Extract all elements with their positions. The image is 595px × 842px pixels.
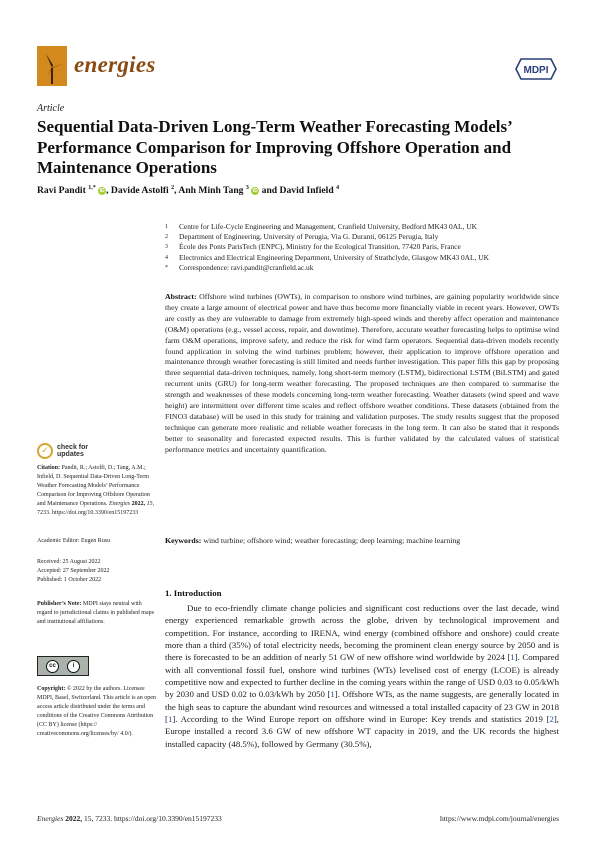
- attribution-icon: i: [67, 660, 80, 673]
- citation-link[interactable]: 1: [510, 652, 515, 663]
- affiliation-item: [165, 263, 565, 273]
- intro-text: Due to eco-friendly climate change policies and significant cost reductions over the last decade, wind energy experienced remarkable growth across the globe, driven by technological improvement and competition. For instance, according to IRENA, wind energy (combined offshore and onshore) could create more than a third (35%) of total electricity needs, becoming the prominent clean energy source by 2050 and is there is forecasted to be an addition of nearly 51 GW of new offshore wind worldwide by 2024 [: [165, 603, 559, 663]
- citation-doi[interactable]: 7233. https://doi.org/10.3390/en15197233: [37, 510, 139, 517]
- article-type: Article: [37, 103, 65, 114]
- affiliation-text: Correspondence: ravi.pandit@cranfield.ac.uk: [179, 262, 314, 272]
- journal-logo: [37, 46, 67, 86]
- author-separator: ,: [174, 185, 179, 197]
- footer-doi[interactable]: 15, 7233. https://doi.org/10.3390/en15197233: [84, 814, 222, 823]
- author-name[interactable]: Davide Astolfi: [110, 185, 172, 197]
- affiliation-item: [165, 232, 565, 242]
- abstract-label: Abstract:: [165, 292, 197, 301]
- abstract-text: Offshore wind turbines (OWTs), in comparison to onshore wind turbines, are gaining popularity worldwide since they create a large amount of electrical power and have thus become more financially viable in recent years. However, OWTs are costly as they are vulnerable to damage from extremely high-speed winds and thereby affect operation and maintenance (O&M) operations (e.g., vessel access, repair, and downtime). Therefore, accurate weather forecasting helps to optimise wind farm O&M operations, improve safety, and reduce the risk for wind farm operators. Sequential data-driven models recently found application in solving the wind turbines problem; however, their application to improve offshore operation and maintenance through weather forecasting is still limited and needs further investigation. This paper fills this gap by proposing three sequential data-driven techniques, namely, long short-term memory (LSTM), bidirectional LSTM (BiLSTM) and gated recurrent units (GRU) for long-term weather forecasting. The proposed techniques are then compared to summarise the strength and weaknesses of these models concerning long-term weather forecasting. Weather datasets (wind speed and wave height) are intermittent over different time scales and reflect offshore weather conditions. These datasets (obtained from the FINO3 database) will be used in this study for training and validation purposes. The study results suggest that the proposed technique can generate more realistic and reliable weather forecasts in the long term. It can also be stated that it responds better to seasonality and forecasted expected results. This is further validated by the calculated values of statistical performance metrics and uncertainty quantification.: [165, 292, 559, 454]
- affiliation-number: 3: [165, 244, 168, 251]
- publishers-note: [37, 600, 157, 627]
- date-published: Published: 1 October 2022: [37, 577, 102, 584]
- check-updates-line2: updates: [57, 451, 84, 458]
- author-separator: and: [259, 185, 280, 197]
- check-updates-line1: check for: [57, 443, 89, 451]
- affiliation-item: [165, 222, 565, 232]
- affiliations: [165, 222, 565, 273]
- affiliation-number: *: [165, 264, 168, 271]
- affiliation-item: [165, 242, 565, 252]
- author-list: [37, 185, 339, 196]
- footer-journal: Energies: [37, 814, 64, 823]
- affiliation-number: 1: [165, 224, 168, 230]
- keywords: [165, 536, 559, 545]
- affiliation-text: Centre for Life-Cycle Engineering and Management, Cranfield University, Bedford MK43 0AL, UK: [179, 222, 477, 231]
- author-name[interactable]: Anh Minh Tang: [178, 185, 246, 197]
- citation-link[interactable]: 1: [330, 689, 335, 700]
- intro-text: ], Europe installed a record 3.6 GW of new offshore WT capacity in 2019, and the UK records the highest installed capacity (48.5%), followed by Germany (30.5%),: [165, 714, 559, 749]
- introduction-paragraph: [165, 602, 559, 750]
- section-heading-introduction: 1. Introduction: [165, 588, 222, 598]
- citation-link[interactable]: 1: [167, 714, 173, 725]
- check-icon: ✓: [37, 443, 53, 459]
- cc-by-license-badge[interactable]: [37, 656, 89, 676]
- author-name[interactable]: David Infield: [279, 185, 337, 197]
- journal-name: energies: [74, 52, 156, 77]
- date-received: Received: 25 August 2022: [37, 559, 101, 565]
- mdpi-logo-text: MDPI: [523, 65, 549, 76]
- citation-link[interactable]: 2: [549, 714, 554, 725]
- keywords-label: Keywords:: [165, 536, 202, 545]
- date-accepted: Accepted: 27 September 2022: [37, 568, 110, 575]
- citation-journal: Energies: [108, 501, 131, 508]
- affiliation-number: 2: [165, 234, 168, 241]
- citation-volume: 15,: [146, 501, 155, 508]
- author-affiliation-marker: 1,*: [88, 185, 96, 191]
- mdpi-logo: [515, 58, 557, 85]
- orcid-icon[interactable]: iD: [252, 188, 258, 195]
- intro-text: ]. Compared with all conventional fossil fuel, onshore wind turbines (WTs) levelised cost of energy (LCOE) is already competitive now and expected to further decline in the coming years within the range of USD 0.03 to 0.05/kWh by 2030 and USD 0.02 to 0.03/kWh by 2050 [: [165, 652, 559, 700]
- author-name[interactable]: Ravi Pandit: [37, 185, 89, 197]
- wind-turbine-icon: [37, 46, 67, 86]
- author-affiliation-marker: 2: [171, 185, 175, 191]
- check-for-updates-button[interactable]: [37, 443, 88, 459]
- copyright-text: © 2022 by the authors. Licensee MDPI, Basel, Switzerland. This article is an open access article distributed under the terms and conditions of the Creative Commons Attribution (CC BY) license (https:// creativecommons.org/licenses/by/ 4.0/).: [37, 686, 156, 738]
- citation-year: 2022,: [131, 501, 146, 508]
- orcid-icon[interactable]: iD: [99, 188, 105, 195]
- copyright-label: Copyright:: [37, 686, 66, 692]
- publishers-note-text: MDPI stays neutral with regard to jurisdictional claims in published maps and institutional affiliations.: [37, 601, 154, 626]
- affiliation-text: École des Ponts ParisTech (ENPC), Ministry for the Ecological Transition, 77420 Paris, France: [179, 242, 461, 252]
- citation-text: Pandit, R.; Astolfi, D.; Tang, A.M.; Infield, D. Sequential Data-Driven Long-Term Weather Forecasting Models’ Performance Comparison for Improving Offshore Operation and Maintenance Operations.: [37, 465, 150, 508]
- copyright: [37, 685, 157, 740]
- affiliation-number: 4: [165, 254, 168, 261]
- article-title: Sequential Data-Driven Long-Term Weather Forecasting Models’ Performance Comparison for Improving Offshore Operation and Maintenance Operations: [37, 117, 512, 177]
- citation-label: Citation:: [37, 465, 60, 471]
- intro-text: ]. According to the Wind Europe report on offshore wind in Europe: Key trends and statistics 2019 [: [172, 714, 550, 725]
- affiliation-item: [165, 253, 565, 263]
- citation: [37, 464, 157, 519]
- author-affiliation-marker: 4: [336, 185, 340, 191]
- abstract: [165, 292, 559, 456]
- creative-commons-icon: cc: [46, 660, 59, 673]
- keywords-text: wind turbine; offshore wind; weather forecasting; deep learning; machine learning: [203, 536, 461, 545]
- dates: [37, 558, 157, 585]
- academic-editor: Academic Editor: Eugen Rusu: [37, 538, 111, 544]
- footer-year: 2022,: [65, 814, 83, 823]
- footer-citation: [37, 814, 222, 823]
- affiliation-text: Electronics and Electrical Engineering Department, University of Strathclyde, Glasgow MK43 0AL, UK: [179, 252, 489, 262]
- publishers-note-label: Publisher’s Note:: [37, 601, 82, 607]
- author-affiliation-marker: 3: [245, 185, 249, 191]
- affiliation-text: Department of Engineering, University of Perugia, Via G. Duranti, 06125 Perugia, Italy: [179, 232, 439, 242]
- footer-journal-url[interactable]: https://www.mdpi.com/journal/energies: [440, 814, 559, 823]
- author-separator: ,: [106, 185, 111, 197]
- intro-text: ]. Offshore WTs, as the name suggests, are generally located in the high seas to capture the abundant wind resources and witnessed a total installed capacity of 23 GW in 2018 [: [165, 689, 559, 725]
